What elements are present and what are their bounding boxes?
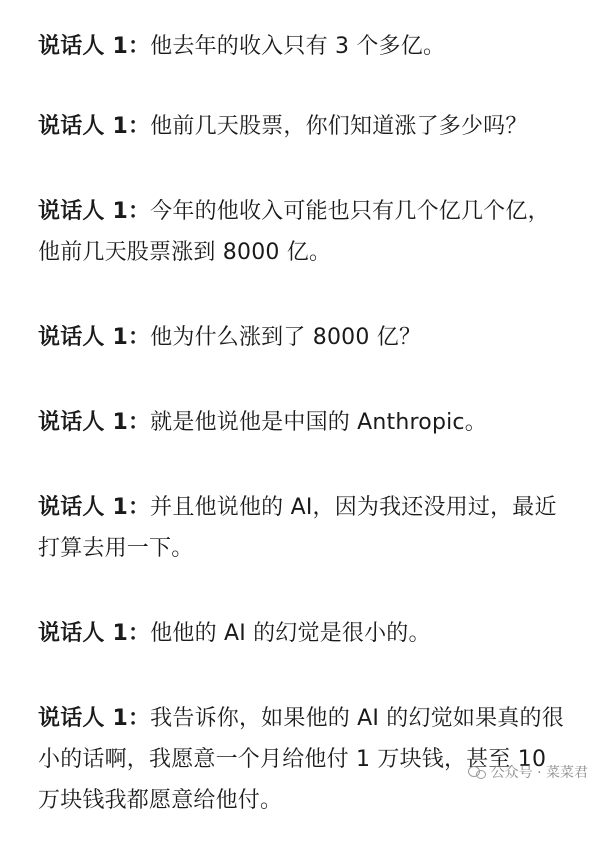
- speaker-label: 说话人 1: [38, 495, 128, 520]
- utterance-text: 就是他说他是中国的 Anthropic。: [150, 410, 487, 435]
- utterance-text: 他去年的收入只有 3 个多亿。: [150, 34, 446, 59]
- transcript-entry: [38, 487, 568, 569]
- utterance-text: 并且他说他的 AI，因为我还没用过，最近打算去用一下。: [38, 495, 557, 561]
- speaker-separator: ：: [127, 706, 151, 731]
- speaker-label: 说话人 1: [38, 325, 128, 350]
- speaker-label: 说话人 1: [38, 34, 128, 59]
- watermark: [468, 762, 588, 782]
- transcript-entry: [38, 106, 568, 147]
- transcript-entry: [38, 698, 568, 821]
- utterance-text: 我告诉你，如果他的 AI 的幻觉如果真的很小的话啊，我愿意一个月给他付 1 万块钱，甚至 10 万块钱我都愿意给他付。: [38, 706, 564, 813]
- speaker-label: 说话人 1: [38, 706, 128, 731]
- transcript-entry: [38, 613, 568, 654]
- speaker-separator: ：: [127, 410, 151, 435]
- speaker-separator: ：: [127, 199, 151, 224]
- transcript-entry: [38, 191, 568, 273]
- speaker-separator: ：: [127, 34, 151, 59]
- utterance-text: 他前几天股票，你们知道涨了多少吗？: [150, 114, 528, 139]
- speaker-label: 说话人 1: [38, 199, 128, 224]
- speaker-label: 说话人 1: [38, 410, 128, 435]
- watermark-text: 公众号 · 菜菜君: [490, 765, 588, 781]
- transcript-entry: [38, 402, 568, 443]
- utterance-text: 他他的 AI 的幻觉是很小的。: [150, 621, 431, 646]
- wechat-official-account-icon: [468, 765, 486, 779]
- transcript: [38, 26, 568, 865]
- transcript-entry: [38, 26, 568, 67]
- speaker-separator: ：: [127, 114, 151, 139]
- transcript-entry: [38, 317, 568, 358]
- speaker-separator: ：: [127, 621, 151, 646]
- speaker-separator: ：: [127, 495, 151, 520]
- utterance-text: 他为什么涨到了 8000 亿？: [150, 325, 422, 350]
- speaker-separator: ：: [127, 325, 151, 350]
- speaker-label: 说话人 1: [38, 114, 128, 139]
- speaker-label: 说话人 1: [38, 621, 128, 646]
- utterance-text: 今年的他收入可能也只有几个亿几个亿，他前几天股票涨到 8000 亿。: [38, 199, 550, 265]
